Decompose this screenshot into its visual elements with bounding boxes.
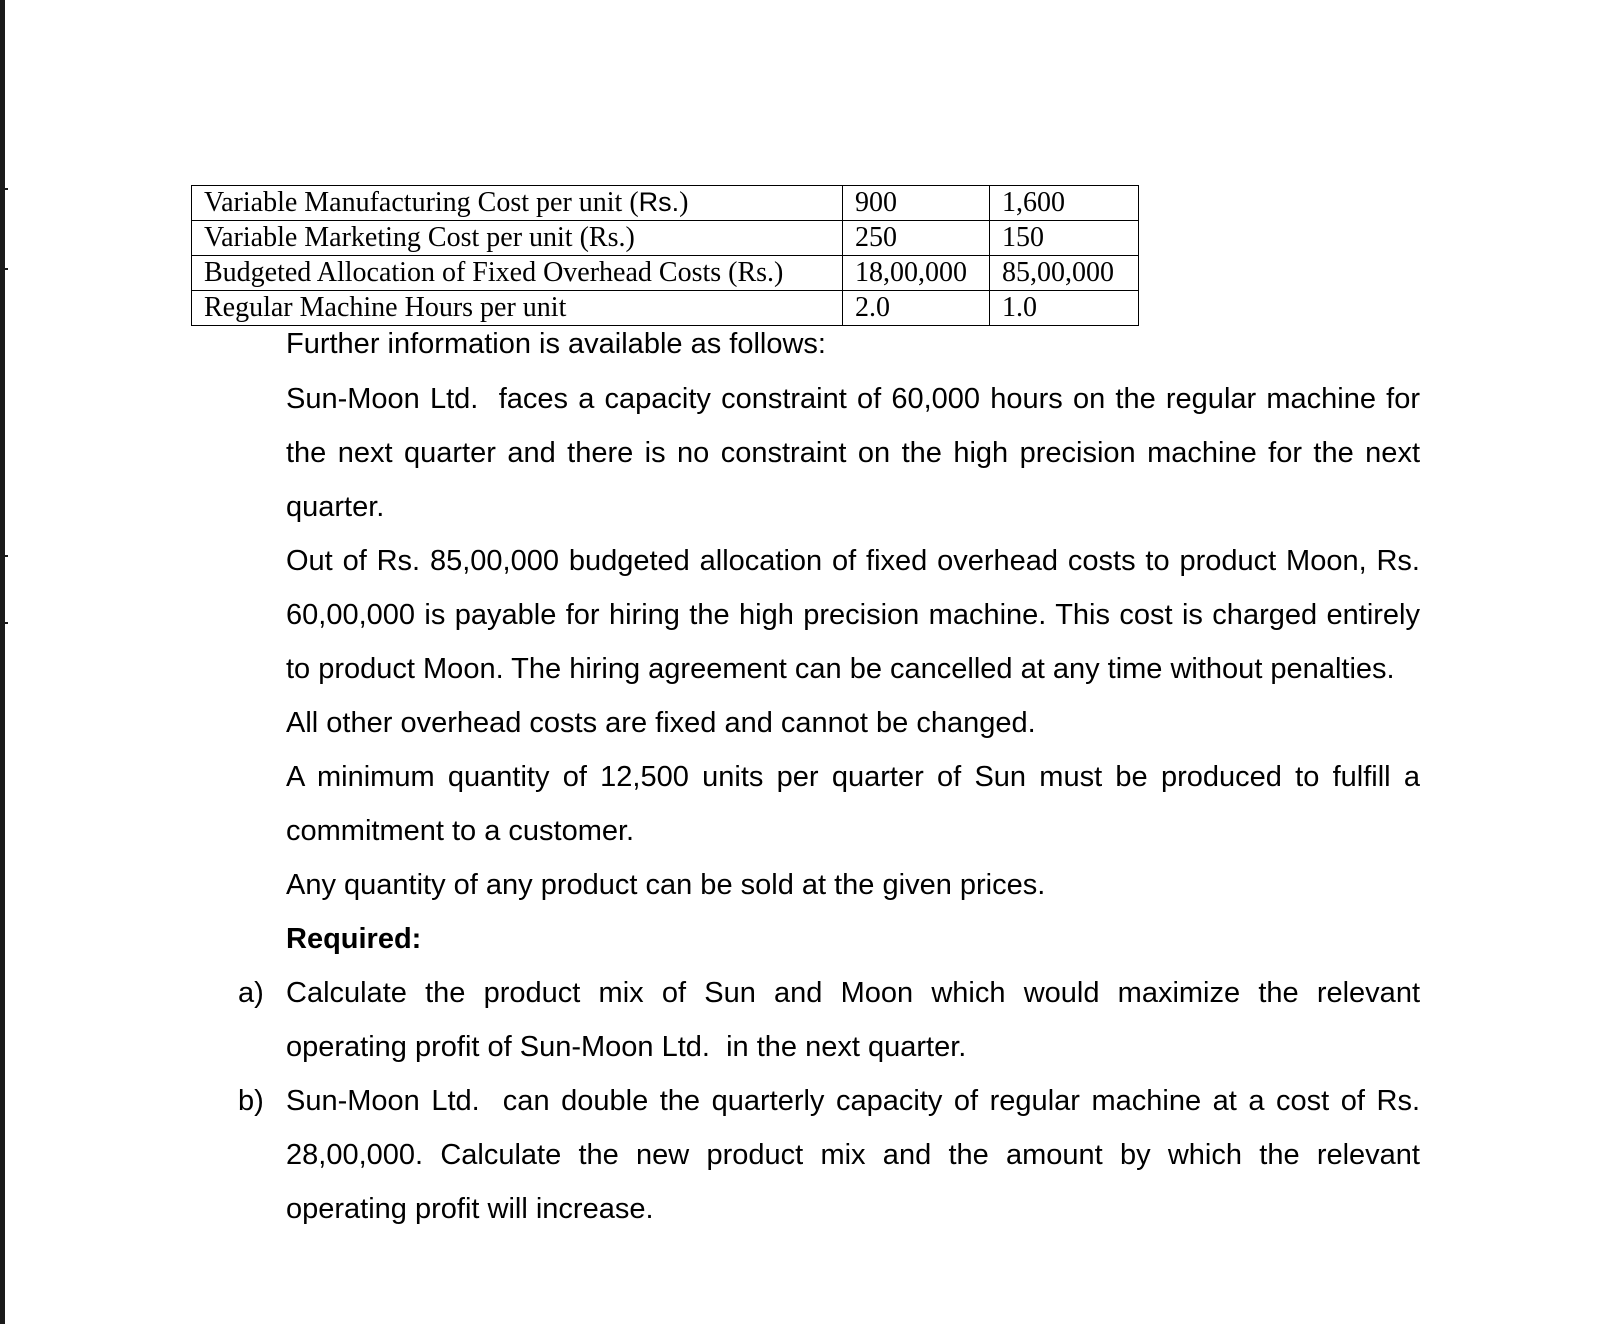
row-label: Variable Marketing Cost per unit (Rs.) xyxy=(192,221,843,256)
list-marker: b) xyxy=(238,1085,264,1117)
left-edge-tick xyxy=(0,188,8,190)
left-edge-rule xyxy=(0,0,5,1324)
capacity-paragraph: Sun-Moon Ltd. faces a capacity constraint of 60,000 hours on the regular machine for the next quarter and there is no constraint on the high precision machine for the next quarter. xyxy=(286,383,1429,523)
moon-value: 150 xyxy=(990,221,1139,256)
left-edge-tick xyxy=(0,268,8,270)
table-row xyxy=(192,221,1139,256)
row-label: Regular Machine Hours per unit xyxy=(192,291,843,326)
question-item-a xyxy=(238,966,1429,1074)
question-text: Calculate the product mix of Sun and Moon which would maximize the relevant operating profit of Sun-Moon Ltd. in the next quarter. xyxy=(286,977,1429,1063)
sun-value: 250 xyxy=(843,221,990,256)
table-row xyxy=(192,291,1139,326)
moon-value: 1,600 xyxy=(990,186,1139,221)
moon-value: 1.0 xyxy=(990,291,1139,326)
left-edge-tick xyxy=(0,622,8,624)
required-heading: Required: xyxy=(286,923,422,955)
minimum-quantity-paragraph: A minimum quantity of 12,500 units per quarter of Sun must be produced to fulfill a commitment to a customer. xyxy=(286,761,1420,847)
sun-value: 18,00,000 xyxy=(843,256,990,291)
overhead-paragraph: Out of Rs. 85,00,000 budgeted allocation of fixed overhead costs to product Moon, Rs. 60,00,000 is payable for hiring the high precision machine. This cost is charged entirely to product Moon. The hiring agreement can be cancelled at any time without penalties. xyxy=(286,545,1420,685)
other-costs-paragraph: All other overhead costs are fixed and cannot be changed. xyxy=(286,707,1036,739)
table-row xyxy=(192,256,1139,291)
row-label: Variable Manufacturing Cost per unit (Rs.) xyxy=(192,186,843,221)
further-info-heading: Further information is available as follows: xyxy=(286,328,826,360)
moon-value: 85,00,000 xyxy=(990,256,1139,291)
question-item-b xyxy=(238,1074,1429,1236)
any-quantity-paragraph: Any quantity of any product can be sold at the given prices. xyxy=(286,869,1046,901)
left-edge-tick xyxy=(0,555,8,557)
sun-value: 900 xyxy=(843,186,990,221)
sun-value: 2.0 xyxy=(843,291,990,326)
question-body xyxy=(238,372,1429,1236)
question-text: Sun-Moon Ltd. can double the quarterly capacity of regular machine at a cost of Rs. 28,00,000. Calculate the new product mix and the amount by which the relevant operating profit will increase. xyxy=(286,1085,1429,1225)
list-marker: a) xyxy=(238,977,264,1009)
row-label: Budgeted Allocation of Fixed Overhead Costs (Rs.) xyxy=(192,256,843,291)
cost-data-table xyxy=(191,185,1139,326)
table-row xyxy=(192,186,1139,221)
